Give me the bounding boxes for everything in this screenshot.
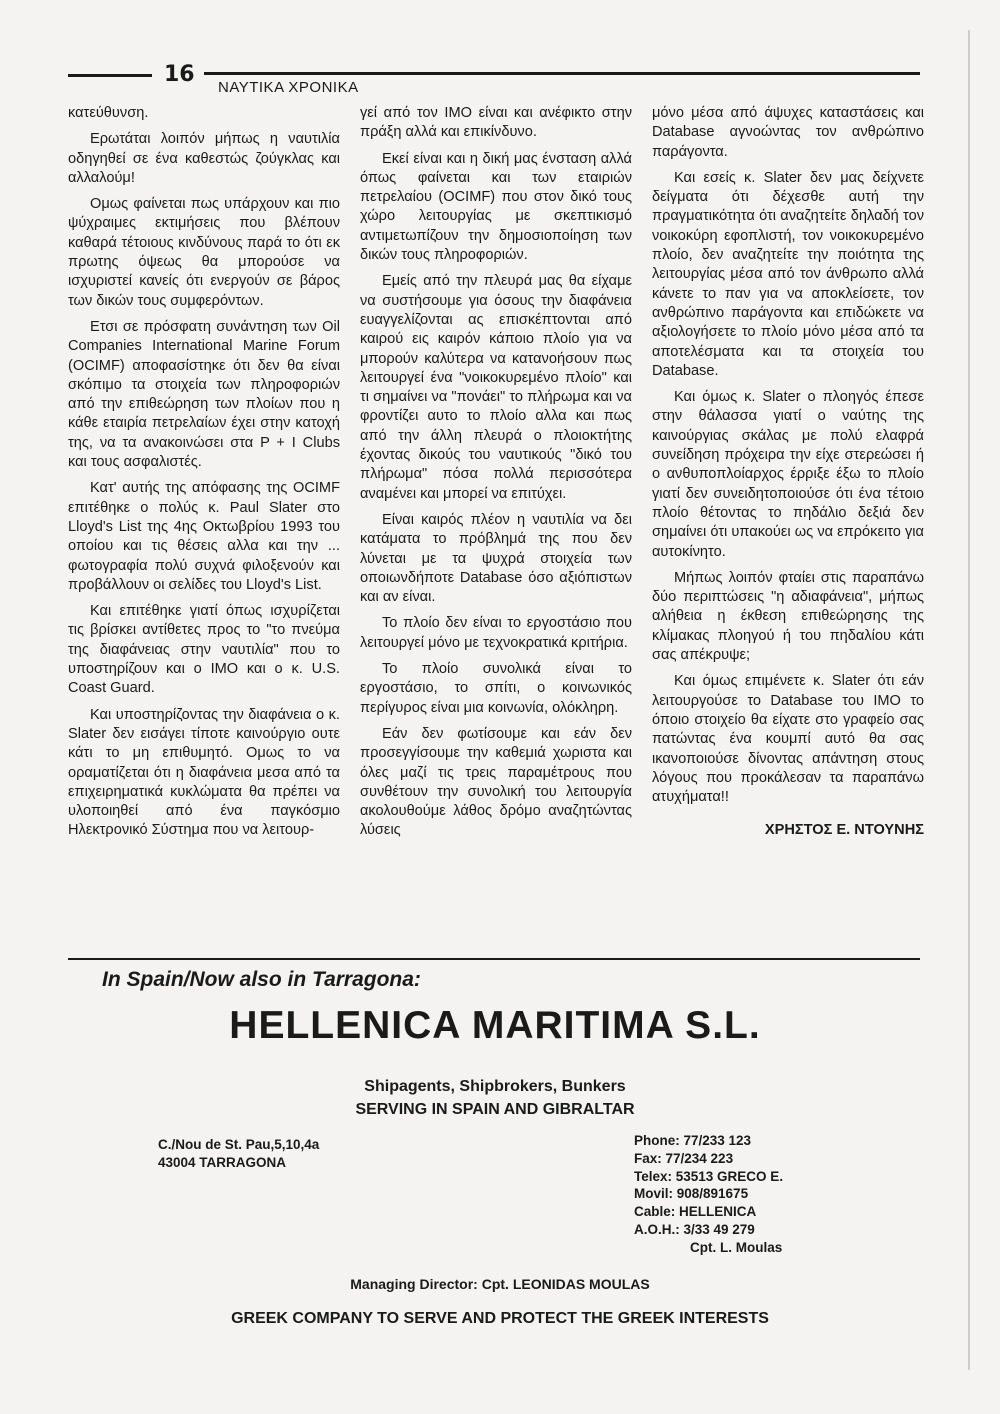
journal-title: ΝΑΥΤΙΚΑ ΧΡΟΝΙΚΑ [218, 79, 359, 96]
article-paragraph: Και εσείς κ. Slater δεν μας δείχνετε δείγματα ότι δέχεσθε αυτή την πραγματικότητα ότι αναζητείτε δηλαδή τον νοικοκύρη εφοπλιστή, τον νοικοκυρεμένο πλοίο, δεν αναζητείτε την ποιότητα της λειτουργίας μέσα από τον άνθρωπο αλλά κάνετε το παν για να αποκλείσετε, τον ανθρώπινο παράγοντα και επιδώκετε να αξιολογήσετε το πλοίο μόνο μέσα από τα αποτελέσματα και τα στοιχεία του Database. [652, 169, 924, 379]
article-paragraph: Εκεί είναι και η δική μας ένσταση αλλά όπως φαίνεται και των εταιριών πετρελαίου (OCIMF) που στον δικό τους χώρο λειτουργίας με σκεπτικισμό αντιμετωπίζουν την δημοσιοποίηση των δικών τους πληροφοριών. [360, 150, 632, 264]
contact-phone: Phone: 77/233 123 [634, 1133, 752, 1148]
advert-top-line: In Spain/Now also in Tarragona: [102, 968, 421, 991]
advert-contact-person: Cpt. L. Moulas [690, 1240, 783, 1255]
article-paragraph: Είναι καιρός πλέον η ναυτιλία να δει κατάματα το πρόβλημά της που δεν λύνεται με τα ψυχρά στοιχεία των οποιωνδήποτε Database όσο αξιόπιστων και αν είναι. [360, 511, 632, 606]
article-paragraph: Ετσι σε πρόσφατη συνάντηση των Oil Companies International Marine Forum (OCIMF) αποφασίστηκε ότι δεν θα είναι σκόπιμο τα στοιχεία των πληροφοριών από την επιθεώρηση των πλοίων που η κάθε εταιρία πετρελαίων έχει στην κατοχή της, να τα ανακοινώσει στα P + I Clubs και τους ασφαλιστές. [68, 318, 340, 471]
advert-managing-director: Managing Director: Cpt. LEONIDAS MOULAS [350, 1276, 650, 1292]
page-header [68, 62, 920, 96]
advert-services: Shipagents, Shipbrokers, Bunkers [364, 1078, 626, 1095]
article-paragraph: μόνο μέσα από άψυχες καταστάσεις και Database αγνοώντας τον ανθρώπινο παράγοντα. [652, 105, 924, 160]
article-paragraph: Το πλοίο συνολικά είναι το εργοστάσιο, το σπίτι, ο κοινωνικός περίγυρος είναι μια κοινωνία, ολόκληρη. [360, 661, 632, 716]
article-paragraph: Εάν δεν φωτίσουμε και εάν δεν προσεγγίσουμε την καθεμιά χωριστα και όλες μαζί τις τρεις παραμέτρους που συνθέτουν την συνολική του λειτουργία ακολουθούμε λάθος δρόμο αναζητώντας λύσεις [360, 725, 632, 839]
advert-address [158, 1136, 319, 1172]
article-paragraph: Ερωτάται λοιπόν μήπως η ναυτιλία οδηγηθεί σε ένα καθεστώς ζούγκλας και αλλαλούμ! [68, 131, 340, 186]
contact-cable: Cable: HELLENICA [634, 1204, 757, 1220]
article-body [68, 104, 930, 950]
header-rule-left [68, 74, 152, 77]
author-signature: ΧΡΗΣΤΟΣ Ε. ΝΤΟΥΝΗΣ [764, 822, 924, 839]
contact-aoh: A.O.H.: 3/33 49 279 [634, 1221, 755, 1237]
article-paragraph: Και όμως επιμένετε κ. Slater ότι εάν λειτουργούσε το Database του ΙΜΟ το όποιο στοιχείο θα είχατε στο γραφείο σας πατώντας ένα κουμπί αυτό θα σας ικανοποιούσε δίνοντας απάντηση στους λόγους που προκάλεσαν τα παραπάνω ατυχήματα!! [652, 673, 924, 806]
advert-serving-region: SERVING IN SPAIN AND GIBRALTAR [355, 1101, 635, 1118]
article-paragraph: Και υποστηρίζοντας την διαφάνεια ο κ. Slater δεν εισάγει τίποτε καινούργιο ουτε κάτι το μη επιθυμητό. Ομως το να οραματίζεται ότι η διαφάνεια μεσα από τα επιχειρηματικά κυκλώματα θα πρέπει να υλοποιηθεί από ένα παγκόσμιο Ηλεκτρονικό Σύστημα που να λειτουρ- [68, 706, 340, 839]
advert-contacts [634, 1132, 783, 1239]
article-paragraph: κατεύθυνση. [68, 105, 149, 121]
advert-company-name: HELLENICA MARITIMA S.L. [229, 1004, 761, 1047]
article-paragraph: Μήπως λοιπόν φταίει στις παραπάνω δύο περιπτώσεις "η αδιαφάνεια", μήπως αλήθεια η έκθεση επιθεώρησης της κλίμακας πλοηγού ή του πηδαλίου κάτι σας απέκρυψε; [652, 569, 924, 664]
header-rule-right [204, 72, 920, 75]
article-column-2 [360, 104, 632, 848]
advert-slogan: GREEK COMPANY TO SERVE AND PROTECT THE GREEK INTERESTS [231, 1310, 769, 1327]
contact-fax: Fax: 77/234 223 [634, 1150, 734, 1166]
address-line: 43004 TARRAGONA [158, 1155, 287, 1170]
page-number: 16 [164, 62, 195, 87]
article-paragraph: Το πλοίο δεν είναι το εργοστάσιο που λειτουργεί μόνο με τεχνοκρατικά κριτήρια. [360, 615, 632, 651]
article-column-1 [68, 104, 340, 848]
address-line: C./Nou de St. Pau,5,10,4a [158, 1137, 320, 1152]
article-paragraph: Κατ' αυτής της απόφασης της OCIMF επιτέθηκε ο πολύς κ. Paul Slater στο Lloyd's List της 4ης Οκτωβρίου 1993 του οποίου και τις θέσεις αλλα και την ... φωτογραφία πολύ συχνά φιλοξενούν και προβάλλουν οι σελίδες του Lloyd's List. [68, 480, 340, 593]
article-paragraph: Και επιτέθηκε γιατί όπως ισχυρίζεται τις βρίσκει αντίθετες προς το "το πνεύμα της διαφάνειας στην ναυτιλία" που το υποστηρίζουν και ο ΙΜΟ και ο κ. U.S. Coast Guard. [68, 603, 340, 697]
article-paragraph: Εμείς από την πλευρά μας θα είχαμε να συστήσουμε για όσους την διαφάνεια ευαγγελίζονται ας επισκέπτονται από καιρού εις καιρόν κάποιο πλοίο για να μπορούν καλύτερα να κατανοήσουν πως λειτουργεί ένα "νοικοκυρεμένο πλοίο" και τι σημαίνει να "πονάει" το πλήρωμα και να φροντίζει αυτο το πλοίο αλλα και πως από την άλλη πλευρά ο πλοιοκτήτης έχοντας δικούς του ναυτικούς "δικό του πλήρωμα" πόσα πολλά περισσότερα αναμένει και μπορεί να επιτύχει. [360, 273, 632, 502]
article-paragraph: Και όμως κ. Slater ο πλοηγός έπεσε στην θάλασσα γιατί ο ναύτης της καινούργιας σκάλας με πολύ ελαφρά συνείδηση πρόχειρα την είχε στερεώσει ή ο ανθυποπλοίαρχος έρριξε έξω το πλοίο γιατί δεν συνειδητοποιούσε ότι ένα τέτοιο πλοίο θέτοντας το πηδάλιο δεξιά δεν σημαίνει ότι υπακούει ως να επρόκειτο για αυτοκίνητο. [652, 389, 924, 560]
article-column-3 [652, 104, 924, 841]
advert-divider [68, 958, 920, 960]
contact-telex: Telex: 53513 GRECO E. [634, 1168, 784, 1184]
article-paragraph: Ομως φαίνεται πως υπάρχουν και πιο ψύχραιμες εκτιμήσεις που βλέπουν καθαρά τέτοιους κινδύνους παρά το ότι εκ πρωτης όψεως θα μπορούσε να ισχυριστεί κανείς ότι ενεργούν σε βάρος των δικών τους συμφερόντων. [68, 196, 340, 309]
page-edge-line [968, 30, 970, 1370]
contact-mobile: Movil: 908/891675 [634, 1186, 749, 1202]
article-paragraph: γεί από τον ΙΜΟ είναι και ανέφικτο στην πράξη αλλά και επικίνδυνο. [360, 105, 632, 141]
